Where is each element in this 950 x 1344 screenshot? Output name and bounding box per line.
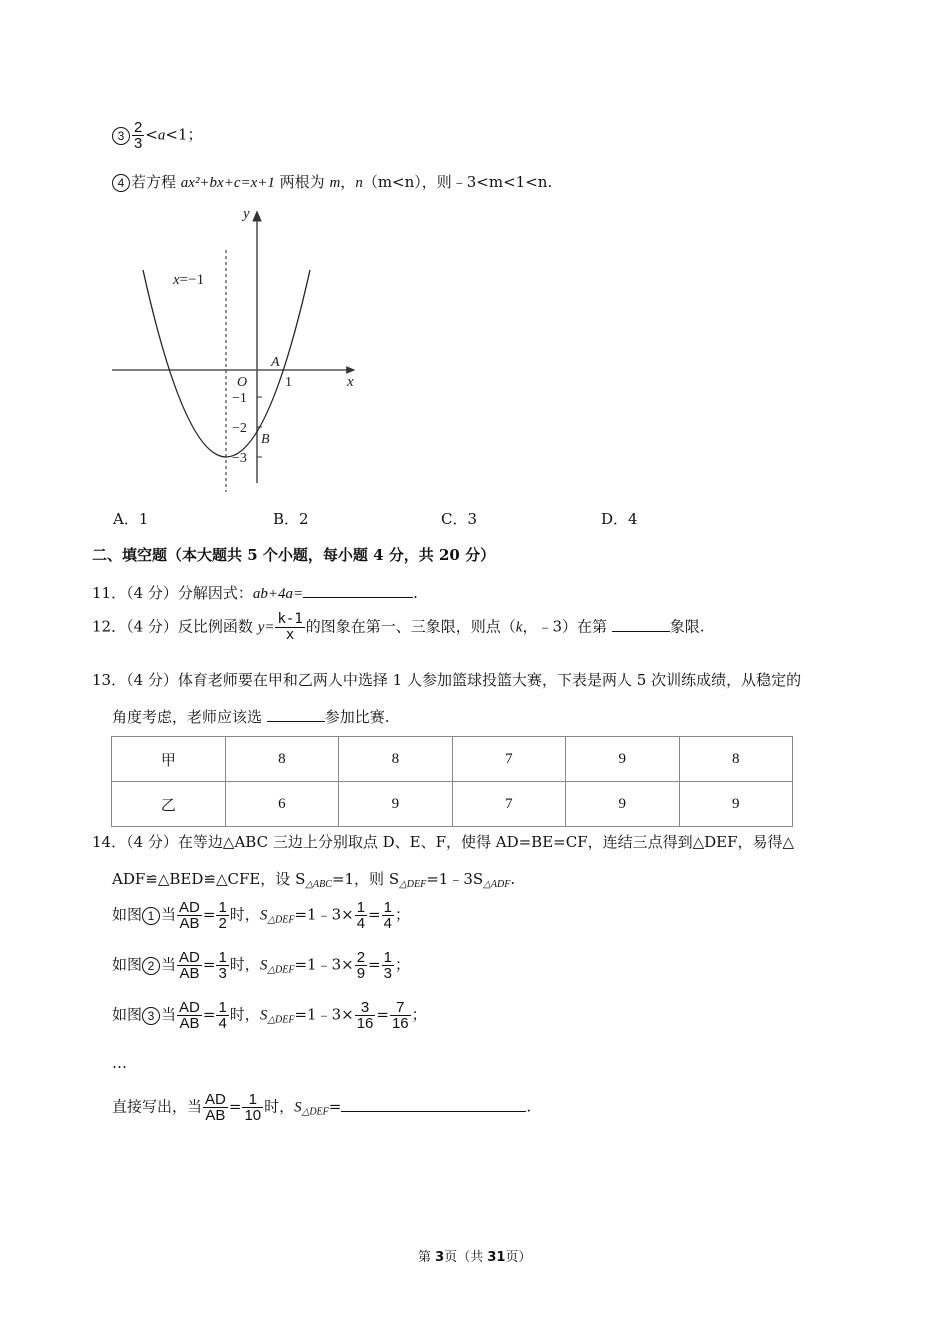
condition-3: 3 $\frac{2}{3}$ <a<1； — [112, 120, 203, 151]
tick-y-1: −1 — [232, 391, 247, 406]
x-axis-label: x — [347, 374, 354, 390]
answer-blank-14[interactable] — [341, 1097, 526, 1112]
tick-x-1: 1 — [285, 375, 292, 390]
question-12: 12．（4 分）反比例函数 y= $\frac{k-1}{x}$ 的图象在第一、三象限，则点（k，﹣3）在第 象限. — [92, 611, 705, 643]
circled-number: 2 — [142, 957, 160, 975]
option-a[interactable]: A．1 — [113, 510, 149, 528]
answer-blank-12[interactable] — [612, 617, 670, 632]
question-11: 11．（4 分）分解因式：ab+4a= . — [92, 584, 418, 602]
page-footer: 第 3页（共 31页） — [418, 1250, 532, 1265]
final-question: 直接写出，当 $\frac{AD}{AB}$ = $\frac{1}{10}$ 时，$S_{\triangle DEF}=$ . — [112, 1091, 532, 1124]
circled-number: 3 — [112, 127, 130, 145]
case-3: 如图 3 当 $\frac{AD}{AB}$ = $\frac{1}{4}$ 时，$S_{\triangle DEF}=1﹣3\times$ $\frac{3}{16}$ = $\frac{7}{16}$ ； — [112, 999, 427, 1032]
point-a-label: A — [271, 355, 280, 370]
question-13-line2: 角度考虑，老师应该选 参加比赛. — [112, 708, 390, 726]
y-axis-label: y — [243, 206, 250, 222]
origin-label: O — [237, 375, 248, 390]
page-total: 31 — [487, 1250, 506, 1265]
circled-number: 4 — [112, 174, 130, 192]
condition-4: 4 若方程 ax²+bx+c=x+1 两根为 m，n（m<n），则﹣3<m<1<n. — [112, 172, 552, 193]
table-row: 乙 6 9 7 9 9 — [112, 782, 793, 827]
question-13-line1: 13．（4 分）体育老师要在甲和乙两人中选择 1 人参加篮球投篮大赛，下表是两人 5 次训练成绩，从稳定的 — [92, 671, 802, 689]
option-d[interactable]: D．4 — [601, 510, 638, 528]
table-row: 甲 8 8 7 9 8 — [112, 737, 793, 782]
scores-table — [111, 736, 793, 827]
circled-number: 3 — [142, 1007, 160, 1025]
answer-blank-13[interactable] — [267, 707, 325, 722]
section-title: 二、填空题（本大题共 5 个小题，每小题 4 分，共 20 分） — [92, 546, 496, 564]
case-1: 如图 1 当 $\frac{AD}{AB}$ = $\frac{1}{2}$ 时，$S_{\triangle DEF}=1﹣3\times$ $\frac{1}{4}$ = $\frac{1}{4}$ ； — [112, 899, 410, 932]
tick-y-2: −2 — [232, 421, 247, 436]
ellipsis: … — [112, 1054, 127, 1072]
symmetry-label: x=−1 — [173, 272, 205, 288]
fraction: $\frac{2}{3}$ — [134, 119, 143, 152]
circled-number: 1 — [142, 907, 160, 925]
question-14-line2: ADF≌△BED≌△CFE，设 $S_{\triangle ABC}=1$，则 $S_{\triangle DEF}=1﹣3S_{\triangle ADF}$. — [112, 870, 516, 890]
parabola-graph — [100, 200, 370, 500]
page-number: 3 — [435, 1250, 445, 1265]
option-c[interactable]: C．3 — [441, 510, 478, 528]
question-14-line1: 14．（4 分）在等边△ABC 三边上分别取点 D、E、F，使得 AD=BE=CF，连结三点得到△DEF，易得△ — [92, 833, 795, 851]
point-b-label: B — [261, 432, 270, 447]
answer-blank-11[interactable] — [303, 583, 413, 598]
fraction: $\frac{k-1}{x}$ — [277, 611, 303, 643]
case-2: 如图 2 当 $\frac{AD}{AB}$ = $\frac{1}{3}$ 时，$S_{\triangle DEF}=1﹣3\times$ $\frac{2}{9}$ = $\frac{1}{3}$ ； — [112, 949, 410, 982]
option-b[interactable]: B．2 — [273, 510, 309, 528]
tick-y-3: −3 — [232, 451, 247, 466]
